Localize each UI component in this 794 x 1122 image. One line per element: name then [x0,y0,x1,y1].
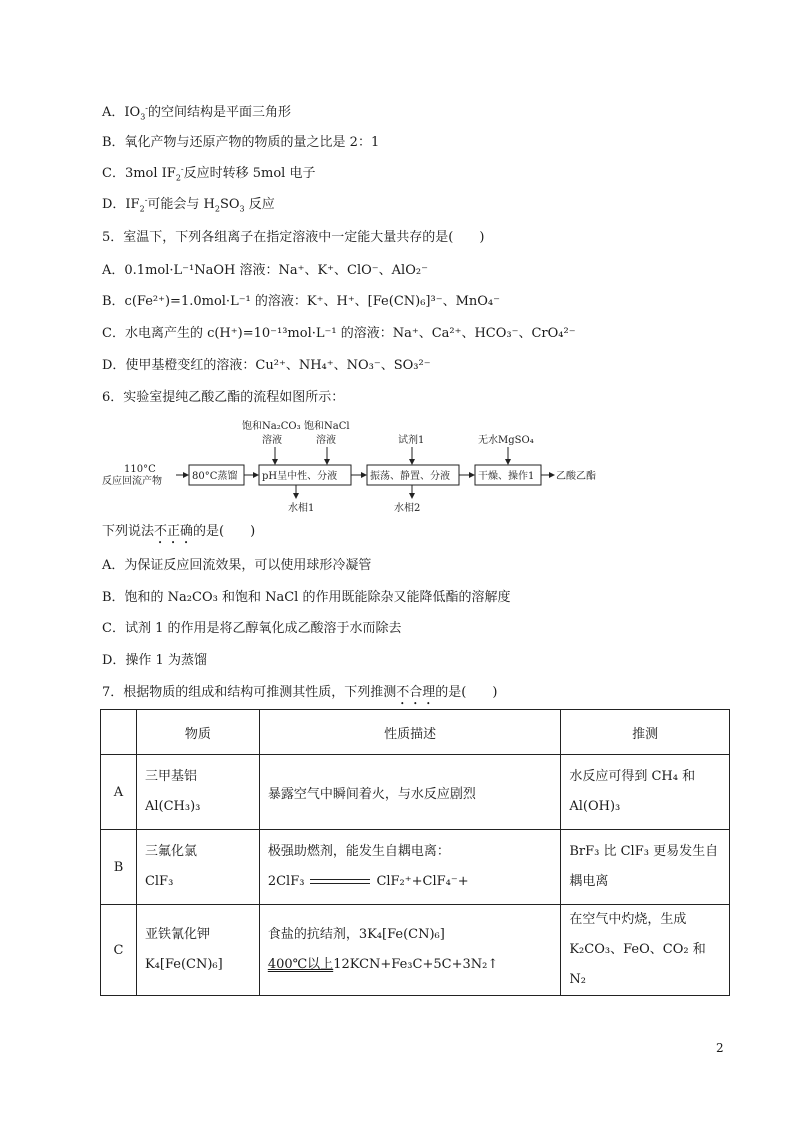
q5-option-b: B．c(Fe²⁺)=1.0mol·L⁻¹ 的溶液：K⁺、H⁺、[Fe(CN)₆]³⁻、MnO₄⁻ [102,294,500,309]
equilibrium-equation: 2ClF₃ ClF₂⁺+ClF₄⁻+ [267,874,469,889]
substance-cell [136,755,259,830]
table-row [101,905,730,996]
table-row [101,830,730,905]
flow-reagent-na2co3-sol: 溶液 [262,435,282,446]
flow-reagent-na2co3: 饱和Na₂CO₃ [242,421,301,432]
inference-cell [561,830,730,905]
flow-reagent-nacl-sol: 溶液 [316,435,336,446]
table-header-row [101,710,730,755]
header-blank [101,710,137,755]
flow-box-distill-label: 80°C蒸馏 [192,471,238,482]
substance-cell [136,830,259,905]
inference-line: 水反应可得到 CH₄ 和 [569,769,696,784]
inference-line: 耦电离 [569,874,609,889]
row-label: C [101,905,137,996]
property-line: 食盐的抗结剂，3K₄[Fe(CN)₆] [267,927,445,942]
reaction-condition: 400℃以上 [267,957,334,972]
property-cell [259,830,561,905]
header-substance: 物质 [136,710,259,755]
equilibrium-arrow-icon [310,877,370,887]
q6-stem: 6．实验室提纯乙酸乙酯的流程如图所示： [102,390,345,405]
substance-formula: Al(CH₃)₃ [144,799,201,814]
inference-line: K₂CO₃、FeO、CO₂ 和 N₂ [569,942,706,987]
q5-option-c: C．水电离产生的 c(H⁺)=10⁻¹³mol·L⁻¹ 的溶液：Na⁺、Ca²⁺、HCO₃⁻、CrO₄²⁻ [102,326,576,341]
table-row [101,755,730,830]
header-property: 性质描述 [259,710,561,755]
q4-option-c: C．3mol $IF_2^-$反应时转移 5mol 电子 [102,164,316,183]
q7-table [100,709,730,996]
q6-option-b: B．饱和的 Na₂CO₃ 和饱和 NaCl 的作用既能除杂又能降低酯的溶解度 [102,590,511,605]
flow-reagent-nacl: 饱和NaCl [304,421,350,432]
inference-cell [561,905,730,996]
q6-ask: 下列说法不正确的是( ) [102,524,256,539]
property-cell: 暴露空气中瞬间着火，与水反应剧烈 [259,755,561,830]
q7-stem: 7．根据物质的组成和结构可推测其性质，下列推测不合理的是( ) [102,685,498,700]
flow-box-shake-label: 振荡、静置、分液 [370,471,450,482]
q5-stem: 5．室温下，下列各组离子在指定溶液中一定能大量共存的是( ) [102,230,485,245]
flow-reagent-mgso4: 无水MgSO₄ [478,435,534,446]
row-label: A [101,755,137,830]
inference-cell [561,755,730,830]
flow-start-label: 反应回流产物 [102,476,162,487]
flow-end-label: 乙酸乙酯 [556,471,596,482]
q4-option-d: D．$IF_2^-$可能会与 $H_2SO_3$ 反应 [102,195,275,214]
inference-line: 在空气中灼烧，生成 [569,912,687,927]
q4-option-b: B．氧化产物与还原产物的物质的量之比是 2：1 [102,135,380,150]
inference-line: BrF₃ 比 ClF₃ 更易发生自 [569,844,719,859]
q6-option-d: D．操作 1 为蒸馏 [102,653,207,668]
substance-name: 亚铁氰化钾 [144,927,210,942]
substance-cell [136,905,259,996]
property-line: 极强助燃剂，能发生自耦电离： [267,844,450,859]
flow-box-neutralize-label: pH呈中性、分液 [262,471,338,482]
flow-out-aqueous1: 水相1 [288,503,315,514]
flow-start-temp: 110°C [124,464,156,475]
substance-name: 三氟化氯 [144,844,197,859]
q6-option-a: A．为保证反应回流效果，可以使用球形冷凝管 [102,558,372,573]
substance-name: 三甲基铝 [144,769,197,784]
page-number: 2 [716,1041,724,1055]
purification-flow-diagram [96,418,656,518]
inference-line: Al(OH)₃ [569,799,621,814]
q5-option-a: A．0.1mol·L⁻¹NaOH 溶液：Na⁺、K⁺、ClO⁻、AlO₂⁻ [102,263,428,278]
property-cell [259,905,561,996]
flow-out-aqueous2: 水相2 [394,503,421,514]
substance-formula: K₄[Fe(CN)₆] [144,957,223,972]
flow-box-dry-label: 干燥、操作1 [478,471,535,482]
row-label: B [101,830,137,905]
q6-option-c: C．试剂 1 的作用是将乙醇氧化成乙酸溶于水而除去 [102,621,402,636]
reaction-equation: 400℃以上12KCN+Fe₃C+5C+3N₂↑ [267,957,499,972]
q5-option-d: D．使甲基橙变红的溶液：Cu²⁺、NH₄⁺、NO₃⁻、SO₃²⁻ [102,358,431,373]
flow-reagent-1: 试剂1 [398,435,425,446]
header-inference: 推测 [561,710,730,755]
substance-formula: ClF₃ [144,874,174,889]
q4-option-a: A．$IO_3^-$的空间结构是平面三角形 [102,103,291,122]
